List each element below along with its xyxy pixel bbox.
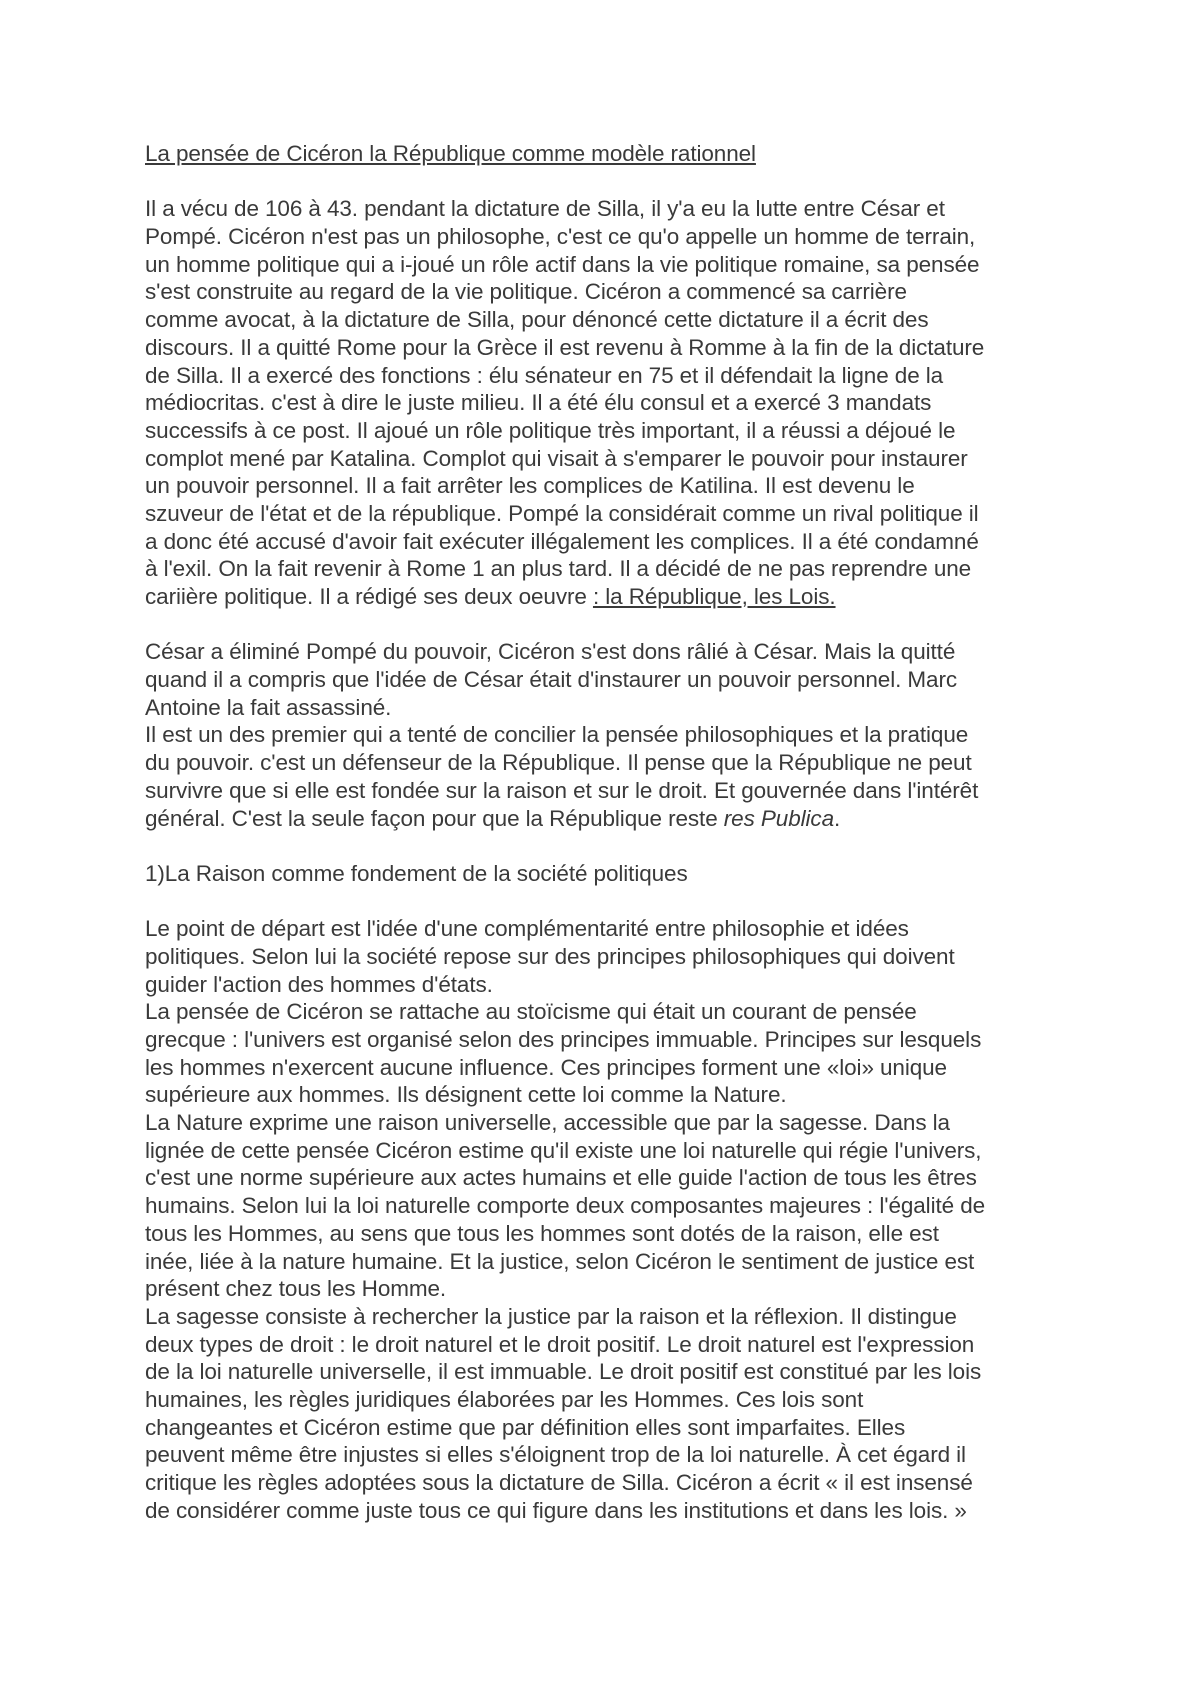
text-line: César a éliminé Pompé du pouvoir, Cicéron s'est dons râlié à César. Mais la quitté bbox=[145, 639, 956, 665]
spacer bbox=[145, 888, 1075, 916]
text-line: humains. Selon lui la loi naturelle comporte deux composantes majeures : l'égalité de bbox=[145, 1193, 986, 1219]
text-line: guider l'action des hommes d'états. bbox=[145, 971, 493, 997]
text-line: deux types de droit : le droit naturel et le droit positif. Le droit naturel est l'expression bbox=[145, 1331, 975, 1357]
spacer bbox=[145, 832, 1075, 860]
text-line: a donc été accusé d'avoir fait exécuter illégalement les complices. Il a été condamné bbox=[145, 528, 979, 554]
text-line: de Silla. Il a exercé des fonctions : élu sénateur en 75 et il défendait la ligne de la bbox=[145, 362, 944, 388]
text-line: Il est un des premier qui a tenté de concilier la pensée philosophiques et la pratique bbox=[145, 722, 969, 748]
text-line: Le point de départ est l'idée d'une complémentarité entre philosophie et idées bbox=[145, 916, 909, 942]
spacer bbox=[145, 611, 1075, 639]
text-line: quand il a compris que l'idée de César était d'instaurer un pouvoir personnel. Marc bbox=[145, 667, 957, 693]
italic-term: res Publica bbox=[723, 805, 834, 831]
text-line: La pensée de Cicéron se rattache au stoïcisme qui était un courant de pensée bbox=[145, 999, 917, 1025]
text-line: médiocritas. c'est à dire le juste milieu. Il a été élu consul et a exercé 3 mandats bbox=[145, 390, 932, 416]
text-line: peuvent même être injustes si elles s'éloignent trop de la loi naturelle. À cet égard il bbox=[145, 1442, 966, 1468]
text-line: de considérer comme juste tous ce qui figure dans les institutions et dans les lois. » bbox=[145, 1497, 967, 1523]
text-line: politiques. Selon lui la société repose sur des principes philosophiques qui doivent bbox=[145, 943, 955, 969]
text-line: critique les règles adoptées sous la dictature de Silla. Cicéron a écrit « il est insensé bbox=[145, 1470, 973, 1495]
spacer bbox=[145, 168, 1075, 196]
text-line: lignée de cette pensée Cicéron estime qu'il existe une loi naturelle qui régie l'univers, bbox=[145, 1137, 982, 1163]
section-heading: 1)La Raison comme fondement de la société politiques bbox=[145, 860, 688, 886]
text-line: discours. Il a quitté Rome pour la Grèce il est revenu à Romme à la fin de la dictature bbox=[145, 334, 985, 360]
text-line: successifs à ce post. Il ajoué un rôle politique très important, il a réussi a déjoué le bbox=[145, 417, 956, 443]
text-line: inée, liée à la nature humaine. Et la justice, selon Cicéron le sentiment de justice est bbox=[145, 1248, 975, 1274]
text-line: Pompé. Cicéron n'est pas un philosophe, c'est ce qu'o appelle un homme de terrain, bbox=[145, 224, 976, 250]
text-line: comme avocat, à la dictature de Silla, pour dénoncé cette dictature il a écrit des bbox=[145, 307, 929, 333]
text-line bbox=[145, 805, 1075, 833]
text-fragment: cariière politique. Il a rédigé ses deux oeuvre bbox=[145, 584, 593, 609]
document-page bbox=[145, 140, 1075, 1524]
text-line: humaines, les règles juridiques élaborées par les Hommes. Ces lois sont bbox=[145, 1386, 864, 1412]
text-line: du pouvoir. c'est un défenseur de la République. Il pense que la République ne peut bbox=[145, 750, 972, 776]
text-line: complot mené par Katalina. Complot qui visait à s'emparer le pouvoir pour instaurer bbox=[145, 445, 968, 471]
text-line: c'est une norme supérieure aux actes humains et elle guide l'action de tous les êtres bbox=[145, 1165, 977, 1191]
text-fragment: . bbox=[833, 805, 841, 831]
text-line: La Nature exprime une raison universelle, accessible que par la sagesse. Dans la bbox=[145, 1110, 950, 1136]
text-line: Il a vécu de 106 à 43. pendant la dictature de Silla, il y'a eu la lutte entre César et bbox=[145, 196, 945, 222]
paragraph-biography bbox=[145, 195, 1075, 610]
text-fragment: général. C'est la seule façon pour que la République reste bbox=[145, 805, 724, 831]
paragraph-cesar bbox=[145, 638, 1075, 832]
text-line: présent chez tous les Homme. bbox=[145, 1276, 447, 1302]
text-line: de la loi naturelle universelle, il est immuable. Le droit positif est constitué par les lois bbox=[145, 1359, 982, 1385]
document-title: La pensée de Cicéron la République comme modèle rationnel bbox=[145, 141, 756, 166]
text-line: Antoine la fait assassiné. bbox=[145, 694, 392, 720]
text-line: szuveur de l'état et de la république. Pompé la considérait comme un rival politique il bbox=[145, 500, 979, 526]
text-line: un pouvoir personnel. Il a fait arrêter les complices de Katilina. Il est devenu le bbox=[145, 473, 915, 499]
text-line: changeantes et Cicéron estime que par définition elles sont imparfaites. Elles bbox=[145, 1414, 906, 1440]
text-line bbox=[145, 583, 1075, 611]
paragraph-raison bbox=[145, 915, 1075, 1524]
text-line: un homme politique qui a i-joué un rôle actif dans la vie politique romaine, sa pensée bbox=[145, 251, 980, 277]
text-line: supérieure aux hommes. Ils désignent cette loi comme la Nature. bbox=[145, 1082, 787, 1108]
text-line: les hommes n'exercent aucune influence. Ces principes forment une «loi» unique bbox=[145, 1054, 947, 1080]
text-line: grecque : l'univers est organisé selon des principes immuable. Principes sur lesquels bbox=[145, 1027, 982, 1052]
text-line: tous les Hommes, au sens que tous les hommes sont dotés de la raison, elle est bbox=[145, 1220, 939, 1246]
text-line: s'est construite au regard de la vie politique. Cicéron a commencé sa carrière bbox=[145, 279, 907, 305]
text-line: La sagesse consiste à rechercher la justice par la raison et la réflexion. Il distingue bbox=[145, 1303, 957, 1329]
works-title-underlined: : la République, les Lois. bbox=[592, 584, 836, 609]
text-line: survivre que si elle est fondée sur la raison et sur le droit. Et gouvernée dans l'intérêt bbox=[145, 777, 979, 803]
text-line: à l'exil. On la fait revenir à Rome 1 an plus tard. Il a décidé de ne pas reprendre une bbox=[145, 556, 972, 582]
